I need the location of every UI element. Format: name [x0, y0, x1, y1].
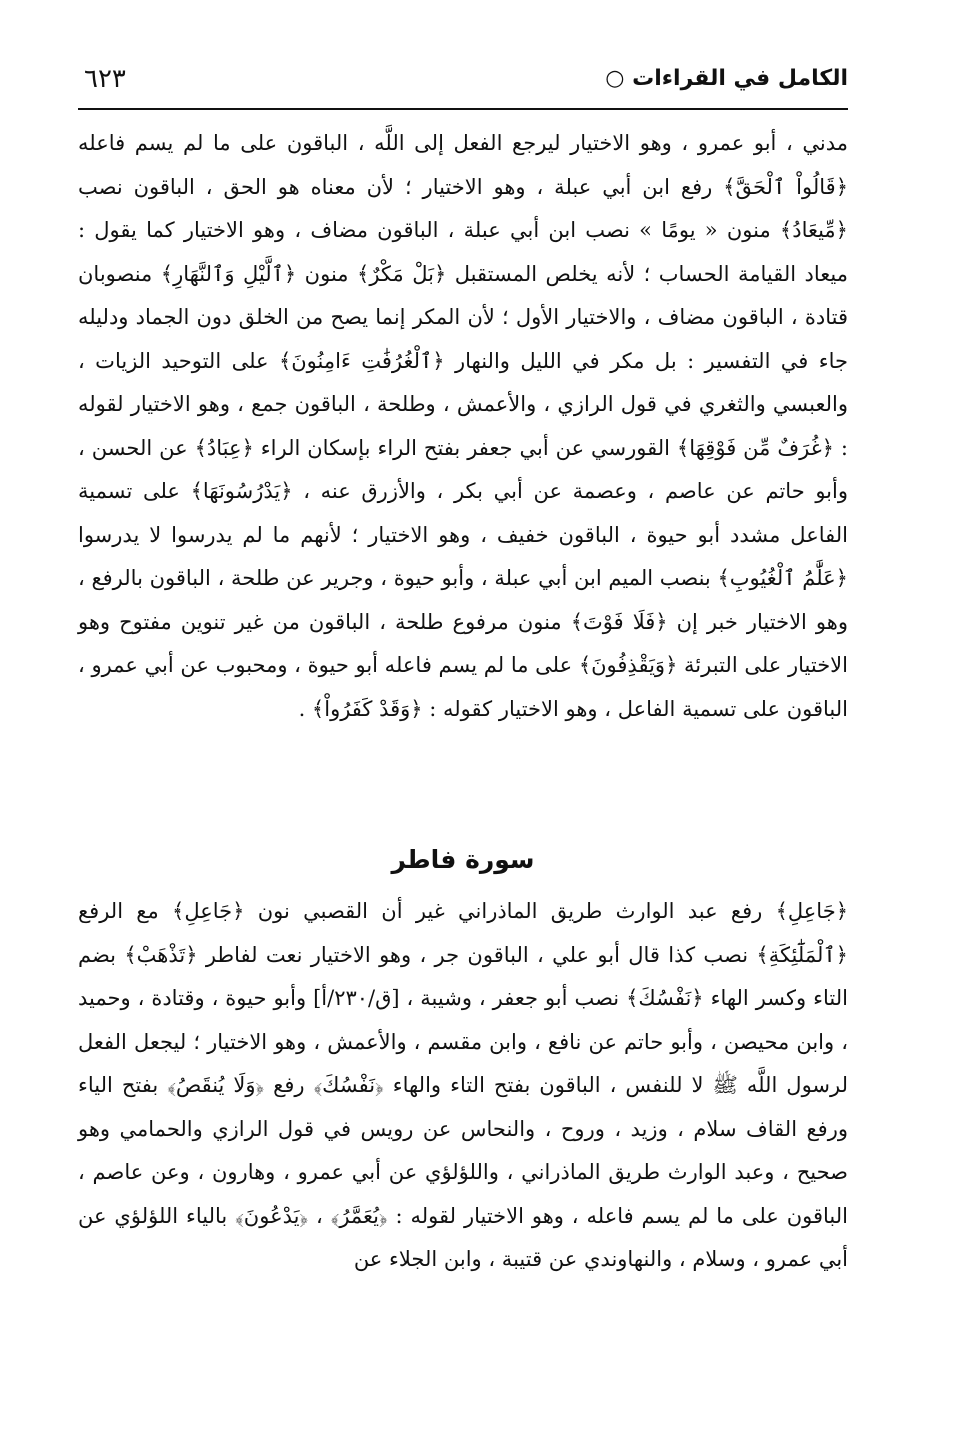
- section-heading: سورة فاطر: [391, 845, 535, 874]
- text-block-previous-surah: [78, 122, 848, 731]
- paragraph: ﴿جَاعِلِ﴾ رفع عبد الوارث طريق الماذراني غير أن القصبي نون ﴿جَاعِلِ﴾ مع الرفع ﴿ٱلْمَلَٰٓئِكَةِ﴾ نصب كذا قال أبو علي ، الباقون جر ، وهو الاختيار نعت لفاطر ﴿تَذْهَبْ﴾ بضم التاء وكسر الهاء ﴿نَفْسُكَ﴾ نصب أبو جعفر ، وشيبة ، [ق/٢٣٠/أ] وأبو حيوة ، وقتادة ، وحميد ، وابن محيصن ، وأبو حاتم عن نافع ، وابن مقسم ، والأعمش ، وهو الاختيار ؛ ليجعل الفعل لرسول اللَّه ﷺ لا للنفس ، الباقون بفتح التاء والهاء ﴿نَفْسُكَ﴾ رفع ﴿وَلَا يُنقَصُ﴾ بفتح الياء ورفع القاف سلام ، وزيد ، وروح ، والنحاس عن رويس في قول الرازي والحمامي وهو صحيح ، وعبد الوارث طريق الماذراني ، واللؤلؤي عن أبي عمرو ، وهارون ، وعن عاصم ، الباقون على ما لم يسم فاعله ، وهو الاختيار لقوله : ﴿يُعَمَّرُ﴾ ، ﴿يَدْعُونَ﴾ بالياء اللؤلؤي عن أبي عمرو ، وسلام ، والنهاوندي عن قتيبة ، وابن الجلاء عن: [78, 899, 848, 1271]
- page-header: [78, 60, 848, 110]
- book-page: [78, 40, 848, 1420]
- page-number: ٦٢٣: [84, 64, 126, 94]
- text-block-surah-fatir: [78, 890, 848, 1282]
- running-head: الكامل في القراءات ○: [605, 66, 848, 91]
- paragraph: مدني ، أبو عمرو ، وهو الاختيار ليرجع الفعل إلى اللَّه ، الباقون على ما لم يسم فاعله ﴿قَالُواْ ٱلْحَقَّ﴾ رفع ابن أبي عبلة ، وهو الاختيار ؛ لأن معناه هو الحق ، الباقون نصب ﴿مِّيعَادُ﴾ منون « يومًا » نصب ابن أبي عبلة ، الباقون مضاف ، وهو الاختيار كما يقول : ميعاد القيامة الحساب ؛ لأنه يخلص المستقبل ﴿بَلْ مَكْرٌ﴾ منون ﴿ٱلَّيْلِ وَٱلنَّهَارِ﴾ منصوبان قتادة ، الباقون مضاف ، والاختيار الأول ؛ لأن المكر إنما يصح من الخلق دون الجماد ودليله جاء في التفسير : بل مكر في الليل والنهار ﴿ٱلْغُرُفَٰتِ ءَامِنُونَ﴾ على التوحيد الزيات ، والعبسي والثغري في قول الرازي ، والأعمش ، وطلحة ، الباقون جمع ، وهو الاختيار لقوله : ﴿غُرَفٌ مِّن فَوْقِهَا﴾ القورسي عن أبي جعفر بفتح الراء بإسكان الراء ﴿عِبَادُ﴾ عن الحسن ، وأبو حاتم عن عاصم ، وعصمة عن أبي بكر ، والأزرق عنه ، ﴿يَدْرُسُونَهَا﴾ على تسمية الفاعل مشدد أبو حيوة ، الباقون خفيف ، وهو الاختيار ؛ لأنهم ما لم يدرسوا لا يدرسوا ﴿عَلَّٰمُ ٱلْغُيُوبِ﴾ بنصب الميم ابن أبي عبلة ، وأبو حيوة ، وجرير عن طلحة ، الباقون بالرفع ، وهو الاختيار خبر إن ﴿فَلَا فَوْتَ﴾ منون مرفوع طلحة ، الباقون من غير تنوين مفتوح وهو الاختيار على التبرئة ﴿وَيَقْذِفُونَ﴾ على ما لم يسم فاعله أبو حيوة ، ومحبوب عن أبي عمرو ، الباقون على تسمية الفاعل ، وهو الاختيار كقوله : ﴿وَقَدْ كَفَرُواْ﴾ .: [78, 131, 848, 721]
